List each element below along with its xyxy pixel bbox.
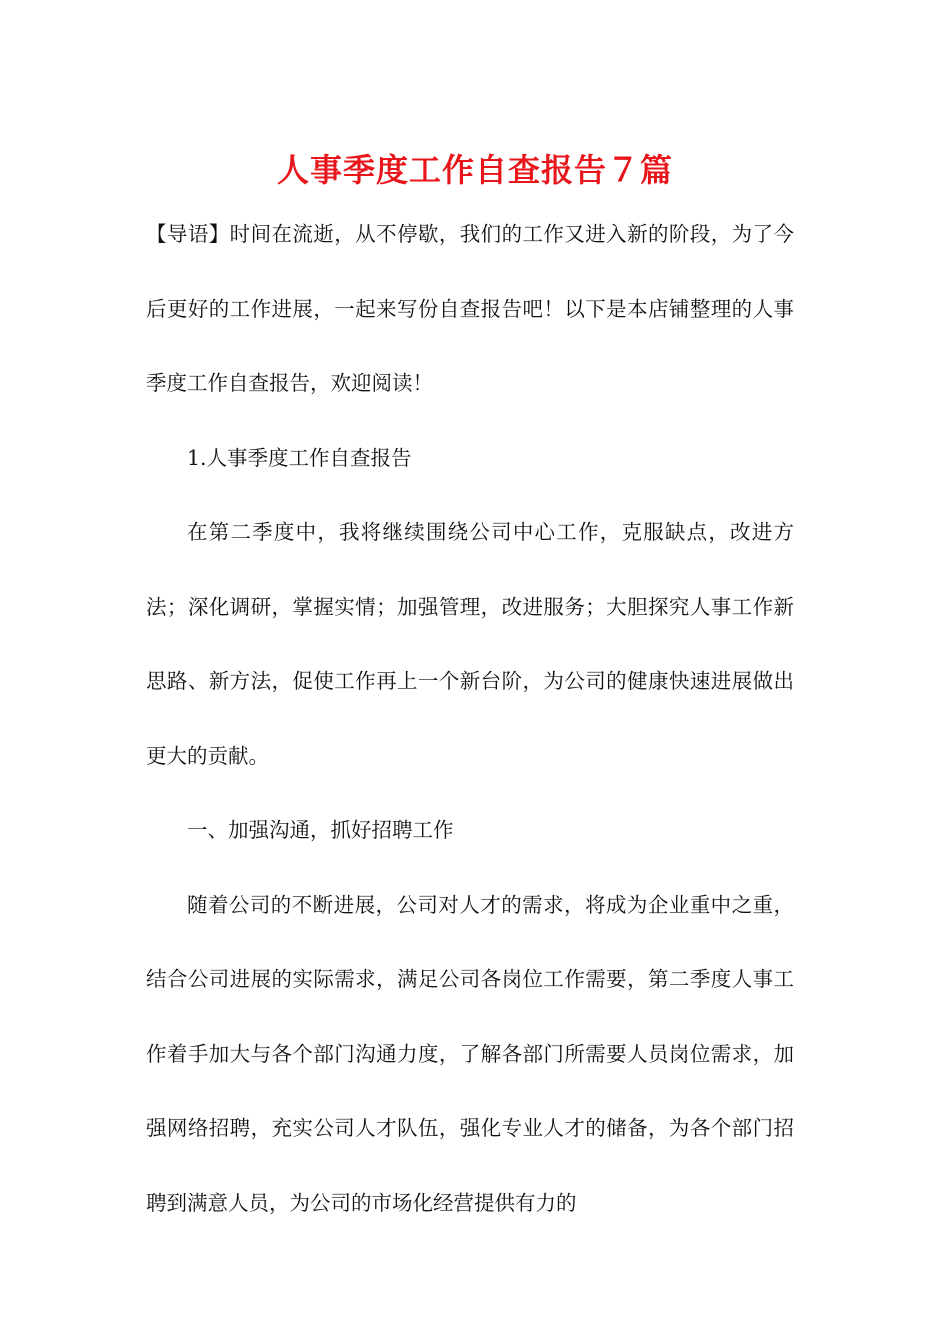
intro-paragraph: 【导语】时间在流逝，从不停歇，我们的工作又进入新的阶段，为了今后更好的工作进展，一起来写份自查报告吧！以下是本店铺整理的人事季度工作自查报告，欢迎阅读！ bbox=[146, 222, 794, 395]
body-paragraph: 随着公司的不断进展，公司对人才的需求，将成为企业重中之重，结合公司进展的实际需求，满足公司各岗位工作需要，第二季度人事工作着手加大与各个部门沟通力度，了解各部门所需要人员岗位需求，加强网络招聘，充实公司人才队伍，强化专业人才的储备，为各个部门招聘到满意人员，为公司的市场化经营提供有力的 bbox=[146, 892, 794, 1215]
subsection-heading: 一、加强沟通，抓好招聘工作 bbox=[187, 818, 454, 842]
section-heading: 1.人事季度工作自查报告 bbox=[187, 445, 412, 470]
body-paragraph: 在第二季度中，我将继续围绕公司中心工作，克服缺点，改进方法；深化调研，掌握实情；加强管理，改进服务；大胆探究人事工作新思路、新方法，促使工作再上一个新台阶，为公司的健康快速进展做出更大的贡献。 bbox=[146, 520, 794, 768]
document-title: 人事季度工作自查报告７篇 bbox=[276, 151, 673, 189]
document-body bbox=[146, 197, 794, 1240]
